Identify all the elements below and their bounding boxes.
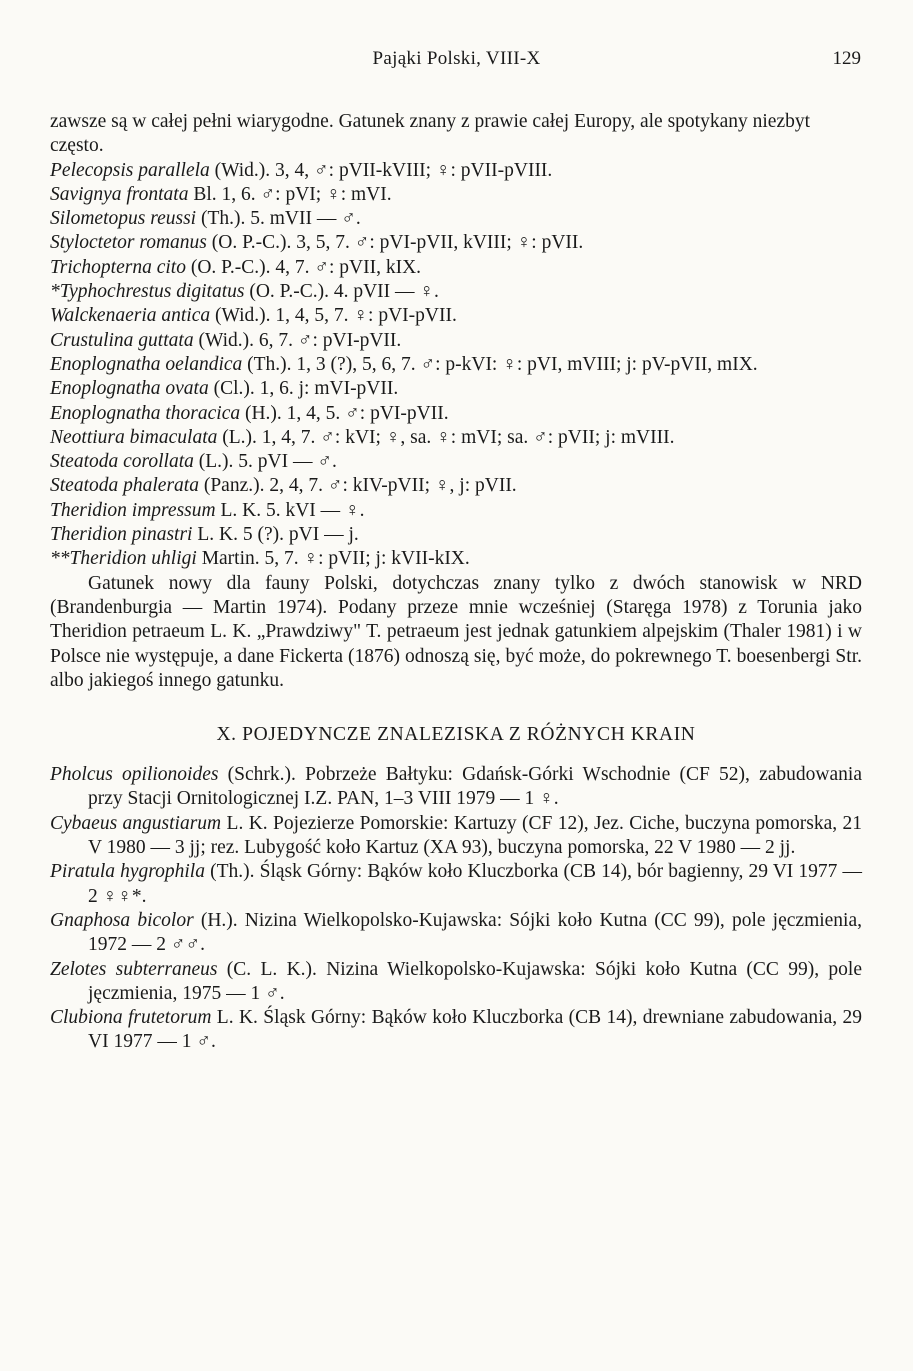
species-line [50,523,862,547]
record-data: L. K. Pojezierze Pomorskie: Kartuzy (CF 12), Jez. Ciche, buczyna pomorska, 21 V 1980 — 3 jj; rez. Lubygość koło Kartuz (XA 93), buczyna pomorska, 22 V 1980 — 2 jj. [88,812,862,859]
species-name: Enoplognatha oelandica [50,353,243,375]
species-line [50,474,862,498]
species-name: Savignya frontata [50,183,189,205]
species-data: (Wid.). 3, 4, ♂: pVII-kVIII; ♀: pVII-pVIII. [209,159,553,181]
species-name: Steatoda corollata [50,451,194,473]
record-data: L. K. Śląsk Górny: Bąków koło Kluczborka (CB 14), drewniane zabudowania, 29 VI 1977 — 1 ♂. [88,1007,862,1053]
species-name: Pelecopsis parallela [50,159,210,181]
species-data: (Th.). 5. mVII — ♂. [196,208,361,230]
species-line [50,304,862,328]
species-data: (O. P.-C.). 4, 7. ♂: pVII, kIX. [185,256,422,278]
species-name: Gnaphosa bicolor [50,909,194,931]
species-name: Steatoda phalerata [50,475,199,497]
species-data: (Panz.). 2, 4, 7. ♂: kIV-pVII; ♀, j: pVII. [198,475,517,497]
running-title: Pająki Polski, VIII-X [372,48,541,69]
species-line [50,377,862,401]
species-line [50,353,862,377]
section-heading: X. POJEDYNCZE ZNALEZISKA Z RÓŻNYCH KRAIN [216,724,696,746]
page-header [0,48,913,78]
record-data: (H.). Nizina Wielkopolsko-Kujawska: Sójki koło Kutna (CC 99), pole jęczmienia, 1972 — 2 ♂♂. [88,909,863,956]
record-entry [50,958,862,1007]
species-name: Theridion impressum [50,499,216,521]
species-name: **Theridion uhligi [50,548,197,570]
species-line [50,280,862,304]
continuation-text: zawsze są w całej pełni wiarygodne. Gatunek znany z prawie całej Europy, ale spotykany niezbyt często. [50,111,811,157]
species-name: Theridion pinastri [50,524,193,546]
species-data: (O. P.-C.). 3, 5, 7. ♂: pVI-pVII, kVIII; ♀: pVII. [206,232,584,254]
species-name: Cybaeus angustiarum [50,812,222,834]
species-line [50,159,862,183]
species-name: *Typhochrestus digitatus [50,281,245,303]
species-name: Walckenaeria antica [50,305,211,327]
page-body [50,110,862,1055]
species-name: Pholcus opilionoides [50,764,219,786]
species-line [50,183,862,207]
species-name: Trichopterna cito [50,256,186,278]
species-data: (Th.). 1, 3 (?), 5, 6, 7. ♂: p-kVI: ♀: pVI, mVIII; j: pV-pVII, mIX. [242,353,758,375]
species-data: (Wid.). 6, 7. ♂: pVI-pVII. [193,329,402,351]
species-data: L. K. 5. kVI — ♀. [215,499,365,521]
species-data: (L.). 1, 4, 7. ♂: kVI; ♀, sa. ♀: mVI; sa. ♂: pVII; j: mVIII. [217,426,675,448]
species-data: Bl. 1, 6. ♂: pVI; ♀: mVI. [188,183,392,205]
species-line [50,256,862,280]
record-entry [50,860,862,909]
species-line [50,547,862,571]
commentary-paragraph: Gatunek nowy dla fauny Polski, dotychczas znany tylko z dwóch stanowisk w NRD (Brandenburgia — Martin 1974). Podany przeze mnie wcześniej (Staręga 1978) z Torunia jako Theridion petraeum L. K. „Prawdziwy" T. petraeum jest jednak gatunkiem alpejskim (Thaler 1981) i w Polsce nie występuje, a dane Fickerta (1876) odnoszą się, być może, do pokrewnego T. boesenbergi Str. albo jakiegoś innego gatunku. [50,572,862,691]
species-data: (H.). 1, 4, 5. ♂: pVI-pVII. [240,402,449,424]
record-entry [50,1006,862,1055]
page-number: 129 [832,48,861,69]
species-line [50,499,862,523]
record-data: (Th.). Śląsk Górny: Bąków koło Kluczborka (CB 14), bór bagienny, 29 VI 1977 — 2 ♀♀*. [88,861,863,907]
species-data: (O. P.-C.). 4. pVII — ♀. [244,281,439,303]
species-name: Enoplognatha ovata [50,378,209,400]
species-data: L. K. 5 (?). pVI — j. [192,524,359,546]
species-data: (Cl.). 1, 6. j: mVI-pVII. [208,378,399,400]
species-name: Styloctetor romanus [50,232,207,254]
record-entry [50,909,862,958]
species-data: (L.). 5. pVI — ♂. [193,451,337,473]
species-name: Silometopus reussi [50,208,197,230]
species-line [50,450,862,474]
species-line [50,231,862,255]
species-name: Piratula hygrophila [50,861,205,883]
species-name: Crustulina guttata [50,329,194,351]
species-name: Neottiura bimaculata [50,426,218,448]
species-name: Enoplognatha thoracica [50,402,241,424]
species-line [50,329,862,353]
species-name: Zelotes subterraneus [50,958,218,980]
record-data: (C. L. K.). Nizina Wielkopolsko-Kujawska: Sójki koło Kutna (CC 99), pole jęczmienia, 1975 — 1 ♂. [88,958,862,1004]
species-line [50,207,862,231]
species-line [50,402,862,426]
species-line [50,426,862,450]
record-entry [50,763,862,812]
species-data: (Wid.). 1, 4, 5, 7. ♀: pVI-pVII. [210,305,457,327]
record-data: (Schrk.). Pobrzeże Bałtyku: Gdańsk-Górki Wschodnie (CF 52), zabudowania przy Stacji Ornitologicznej I.Z. PAN, 1–3 VIII 1979 — 1 ♀. [88,764,862,810]
species-name: Clubiona frutetorum [50,1007,212,1029]
record-entry [50,812,862,861]
species-data: Martin. 5, 7. ♀: pVII; j: kVII-kIX. [196,548,470,570]
